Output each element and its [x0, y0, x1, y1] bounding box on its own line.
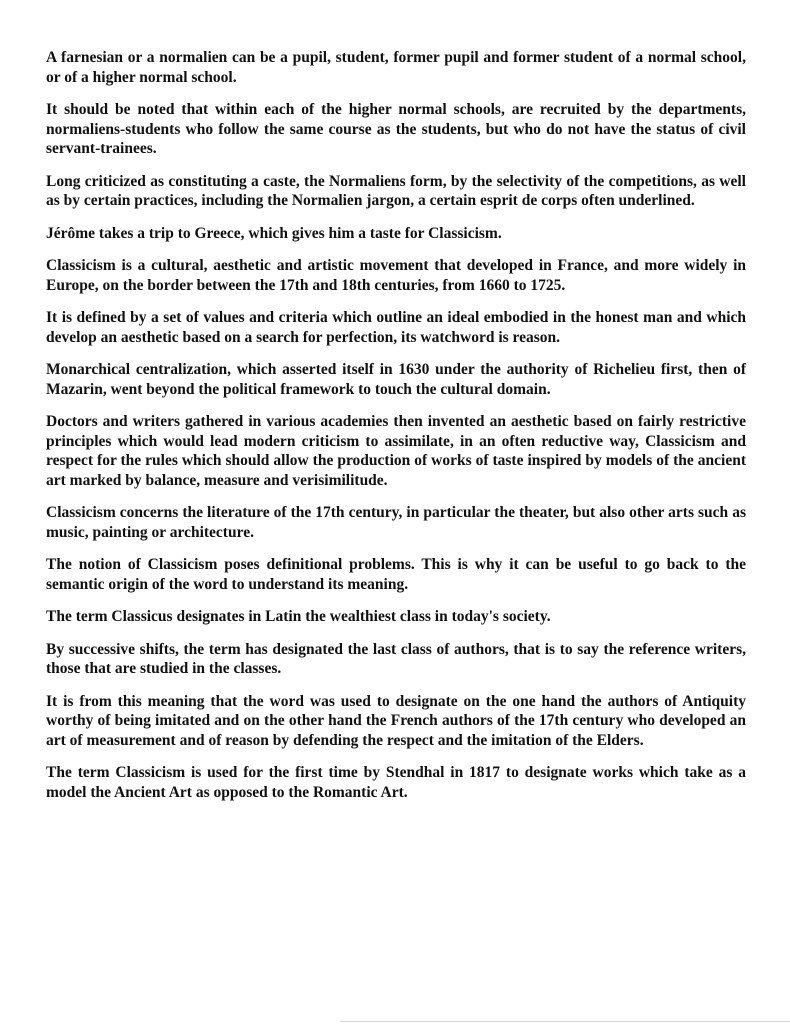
paragraph-4: Jérôme takes a trip to Greece, which gives him a taste for Classicism. — [46, 224, 502, 242]
paragraph-12: By successive shifts, the term has designated the last class of authors, that is to say the reference writers, those that are studied in the classes. — [46, 640, 746, 677]
paragraph-1: A farnesian or a normalien can be a pupil, student, former pupil and former student of a normal school, or of a higher normal school. — [46, 49, 746, 86]
document-page — [46, 48, 746, 815]
paragraph-3: Long criticized as constituting a caste, the Normaliens form, by the selectivity of the competitions, as well as by certain practices, including the Normalien jargon, a certain esprit de corps often underlined. — [46, 172, 746, 209]
paragraph-13: It is from this meaning that the word was used to designate on the one hand the authors of Antiquity worthy of being imitated and on the other hand the French authors of the 17th century who developed an art of measurement and of reason by defending the respect and the imitation of the Elders. — [46, 692, 746, 749]
paragraph-6: It is defined by a set of values and criteria which outline an ideal embodied in the honest man and which develop an aesthetic based on a search for perfection, its watchword is reason. — [46, 309, 746, 346]
paragraph-10: The notion of Classicism poses definitional problems. This is why it can be useful to go back to the semantic origin of the word to understand its meaning. — [46, 556, 746, 593]
paragraph-7: Monarchical centralization, which asserted itself in 1630 under the authority of Richelieu first, then of Mazarin, went beyond the political framework to touch the cultural domain. — [46, 361, 746, 398]
paragraph-9: Classicism concerns the literature of the 17th century, in particular the theater, but also other arts such as music, painting or architecture. — [46, 504, 746, 541]
paragraph-11: The term Classicus designates in Latin the wealthiest class in today's society. — [46, 608, 551, 625]
paragraph-14: The term Classicism is used for the first time by Stendhal in 1817 to designate works which take as a model the Ancient Art as opposed to the Romantic Art. — [46, 764, 746, 801]
paragraph-8: Doctors and writers gathered in various academies then invented an aesthetic based on fairly restrictive principles which would lead modern criticism to assimilate, in an often reductive way, Classicism and respect for the rules which should allow the production of works of taste inspired by models of the ancient art marked by balance, measure and verisimilitude. — [46, 413, 746, 489]
paragraph-2: It should be noted that within each of the higher normal schools, are recruited by the departments, normaliens-students who follow the same course as the students, but who do not have the status of civil servant-trainees. — [46, 101, 746, 157]
paragraph-5: Classicism is a cultural, aesthetic and artistic movement that developed in France, and more widely in Europe, on the border between the 17th and 18th centuries, from 1660 to 1725. — [46, 257, 746, 294]
scan-edge-line — [340, 1021, 790, 1022]
